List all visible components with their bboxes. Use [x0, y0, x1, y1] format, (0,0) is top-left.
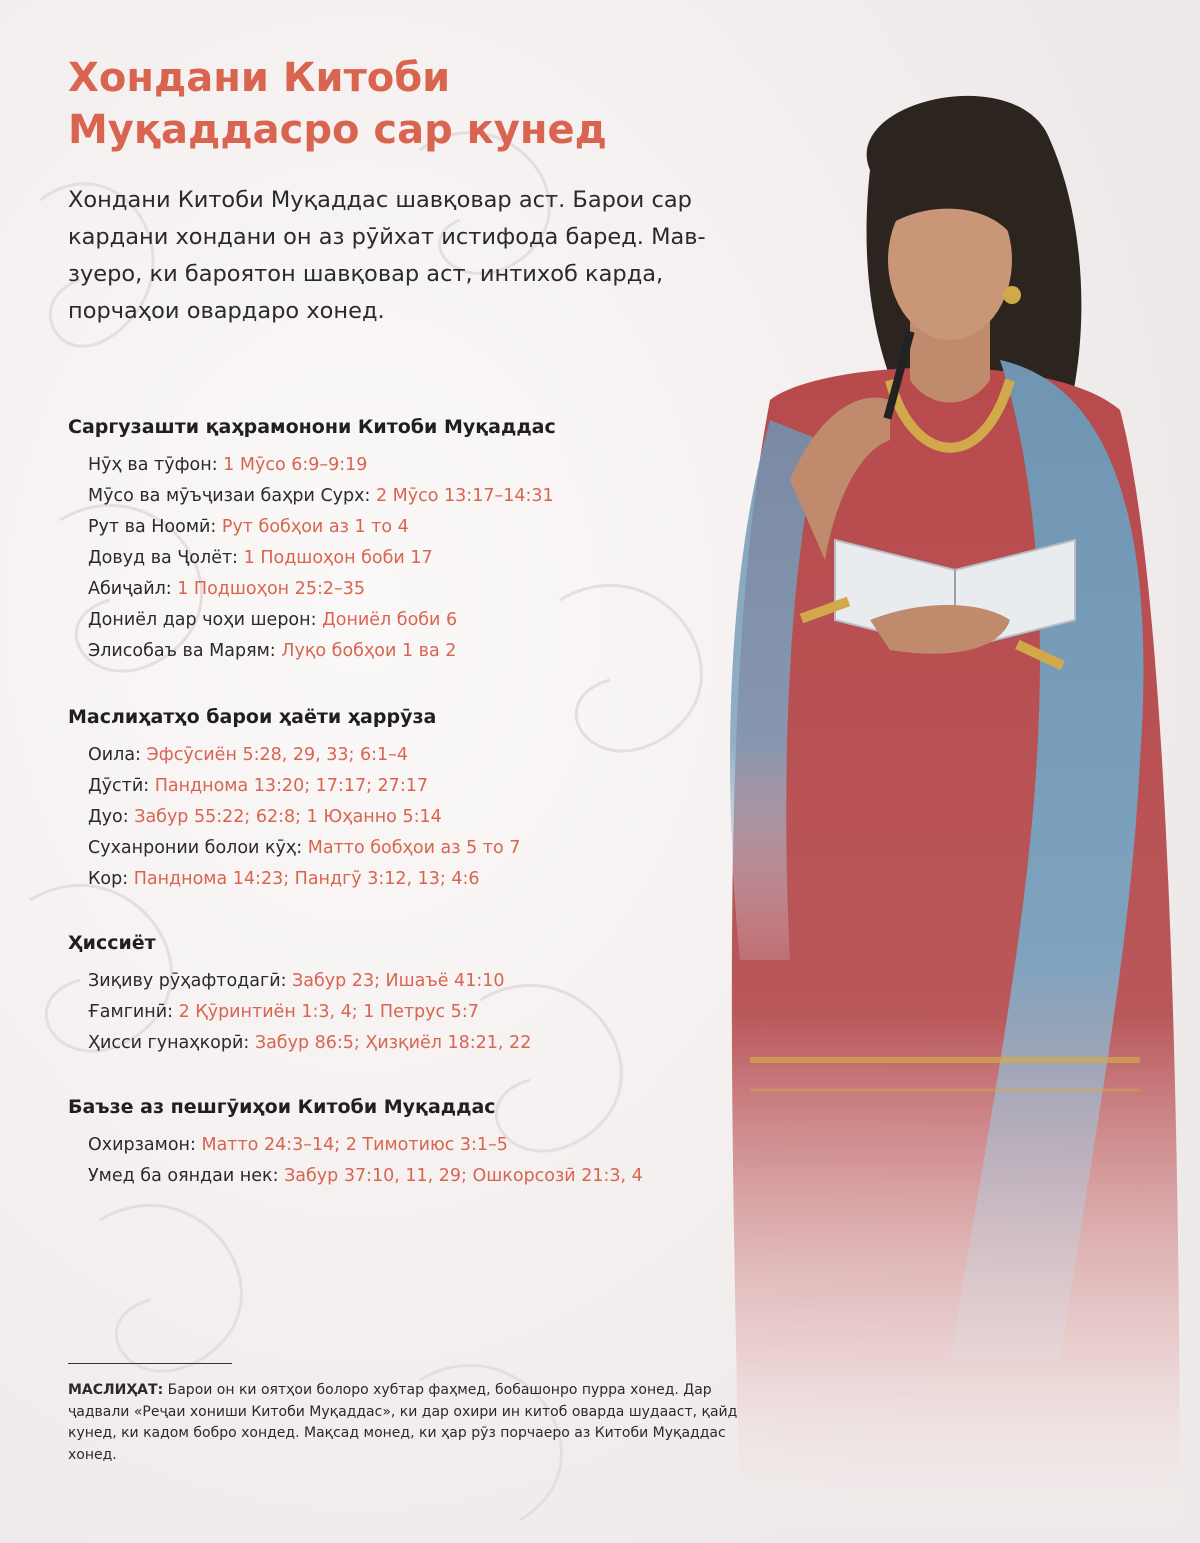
section-heading: Баъзе аз пешгӯиҳои Китоби Муқаддас [68, 1096, 496, 1118]
list-item: Ғамгинӣ: 2 Қӯринтиён 1:3, 4; 1 Петрус 5:7 [88, 1002, 479, 1022]
list-item: Оила: Эфсӯсиён 5:28, 29, 33; 6:1–4 [88, 745, 409, 765]
section-heading: Маслиҳатҳо барои ҳаёти ҳаррӯза [68, 706, 437, 728]
section-emotions [68, 930, 768, 1059]
list-item: Охирзамон: Матто 24:3–14; 2 Тимотиюс 3:1–5 [88, 1135, 508, 1155]
scripture-link[interactable]: Забур 37:10, 11, 29; Ошкорсозӣ 21:3, 4 [284, 1166, 643, 1186]
scripture-link[interactable]: Панднома 13:20; 17:17; 27:17 [154, 776, 428, 796]
section-bible-heroes [68, 414, 768, 667]
scripture-link[interactable]: 2 Қӯринтиён 1:3, 4; 1 Петрус 5:7 [178, 1002, 479, 1022]
list-item: Кор: Панднома 14:23; Пандгӯ 3:12, 13; 4:6 [88, 869, 480, 889]
scripture-link[interactable]: 1 Мӯсо 6:9–9:19 [223, 455, 368, 475]
list-item: Ҳисси гунаҳкорӣ: Забур 86:5; Ҳизқиёл 18:21, 22 [88, 1033, 532, 1053]
scripture-link[interactable]: Рут бобҳои аз 1 то 4 [221, 517, 409, 537]
list-item: Рут ва Ноомӣ: Рут бобҳои аз 1 то 4 [88, 517, 409, 537]
scripture-link[interactable]: Панднома 14:23; Пандгӯ 3:12, 13; 4:6 [133, 869, 480, 889]
scripture-link[interactable]: 1 Подшоҳон боби 17 [243, 548, 433, 568]
tip-label: МАСЛИҲАТ: [68, 1382, 164, 1398]
tip-note [68, 1380, 768, 1466]
scripture-link[interactable]: Луқо бобҳои 1 ва 2 [281, 641, 457, 661]
section-heading: Ҳиссиёт [68, 932, 156, 954]
list-item: Суханронии болои кӯҳ: Матто бобҳои аз 5 то 7 [88, 838, 521, 858]
section-prophecies [68, 1094, 768, 1192]
scripture-link[interactable]: Дониёл боби 6 [322, 610, 458, 630]
list-item: Мӯсо ва мӯъҷизаи баҳри Сурх: 2 Мӯсо 13:17–14:31 [88, 486, 554, 506]
page-title: Хондани Китоби Муқаддасро сар кунед [68, 55, 607, 153]
list-item: Нӯҳ ва тӯфон: 1 Мӯсо 6:9–9:19 [88, 455, 368, 475]
tip-text: Барои он ки оятҳои болоро хубтар фаҳмед, бобашонро пурра хонед. Дар ҷадвали «Реҷаи хониши Китоби Муқаддас», ки дар охири ин китоб оварда шудааст, қайд кунед, ки кадом бобро хондед. Мақсад монед, ки ҳар рӯз порчаеро аз Китоби Муқаддас хонед. [68, 1382, 738, 1463]
list-item: Элисобаъ ва Марям: Луқо бобҳои 1 ва 2 [88, 641, 457, 661]
scripture-link[interactable]: 2 Мӯсо 13:17–14:31 [375, 486, 554, 506]
scripture-link[interactable]: Забур 86:5; Ҳизқиёл 18:21, 22 [254, 1033, 532, 1053]
scripture-link[interactable]: Эфсӯсиён 5:28, 29, 33; 6:1–4 [146, 745, 409, 765]
scripture-link[interactable]: Забур 23; Ишаъё 41:10 [292, 971, 505, 991]
scripture-link[interactable]: 1 Подшоҳон 25:2–35 [177, 579, 366, 599]
list-item: Дӯстӣ: Панднома 13:20; 17:17; 27:17 [88, 776, 428, 796]
list-item: Дуо: Забур 55:22; 62:8; 1 Юҳанно 5:14 [88, 807, 442, 827]
footnote-divider [68, 1363, 232, 1364]
list-item: Зиқиву рӯҳафтодагӣ: Забур 23; Ишаъё 41:10 [88, 971, 505, 991]
list-item: Абиҷайл: 1 Подшоҳон 25:2–35 [88, 579, 366, 599]
intro-paragraph: Хондани Китоби Муқаддас шавқовар аст. Барои сар кардани хондани он аз рӯйхат истифода баред. Мав-зуеро, ки бароятон шавқовар аст, интихоб карда, порчаҳои овардаро хонед. [68, 187, 706, 324]
section-heading: Саргузашти қаҳрамонони Китоби Муқаддас [68, 416, 556, 438]
list-item: Довуд ва Ҷолёт: 1 Подшоҳон боби 17 [88, 548, 433, 568]
scripture-link[interactable]: Матто 24:3–14; 2 Тимотиюс 3:1–5 [201, 1135, 508, 1155]
section-daily-life-advice [68, 704, 768, 895]
scripture-link[interactable]: Матто бобҳои аз 5 то 7 [307, 838, 521, 858]
list-item: Умед ба ояндаи нек: Забур 37:10, 11, 29; Ошкорсозӣ 21:3, 4 [88, 1166, 643, 1186]
list-item: Дониёл дар чоҳи шерон: Дониёл боби 6 [88, 610, 458, 630]
scripture-link[interactable]: Забур 55:22; 62:8; 1 Юҳанно 5:14 [134, 807, 442, 827]
